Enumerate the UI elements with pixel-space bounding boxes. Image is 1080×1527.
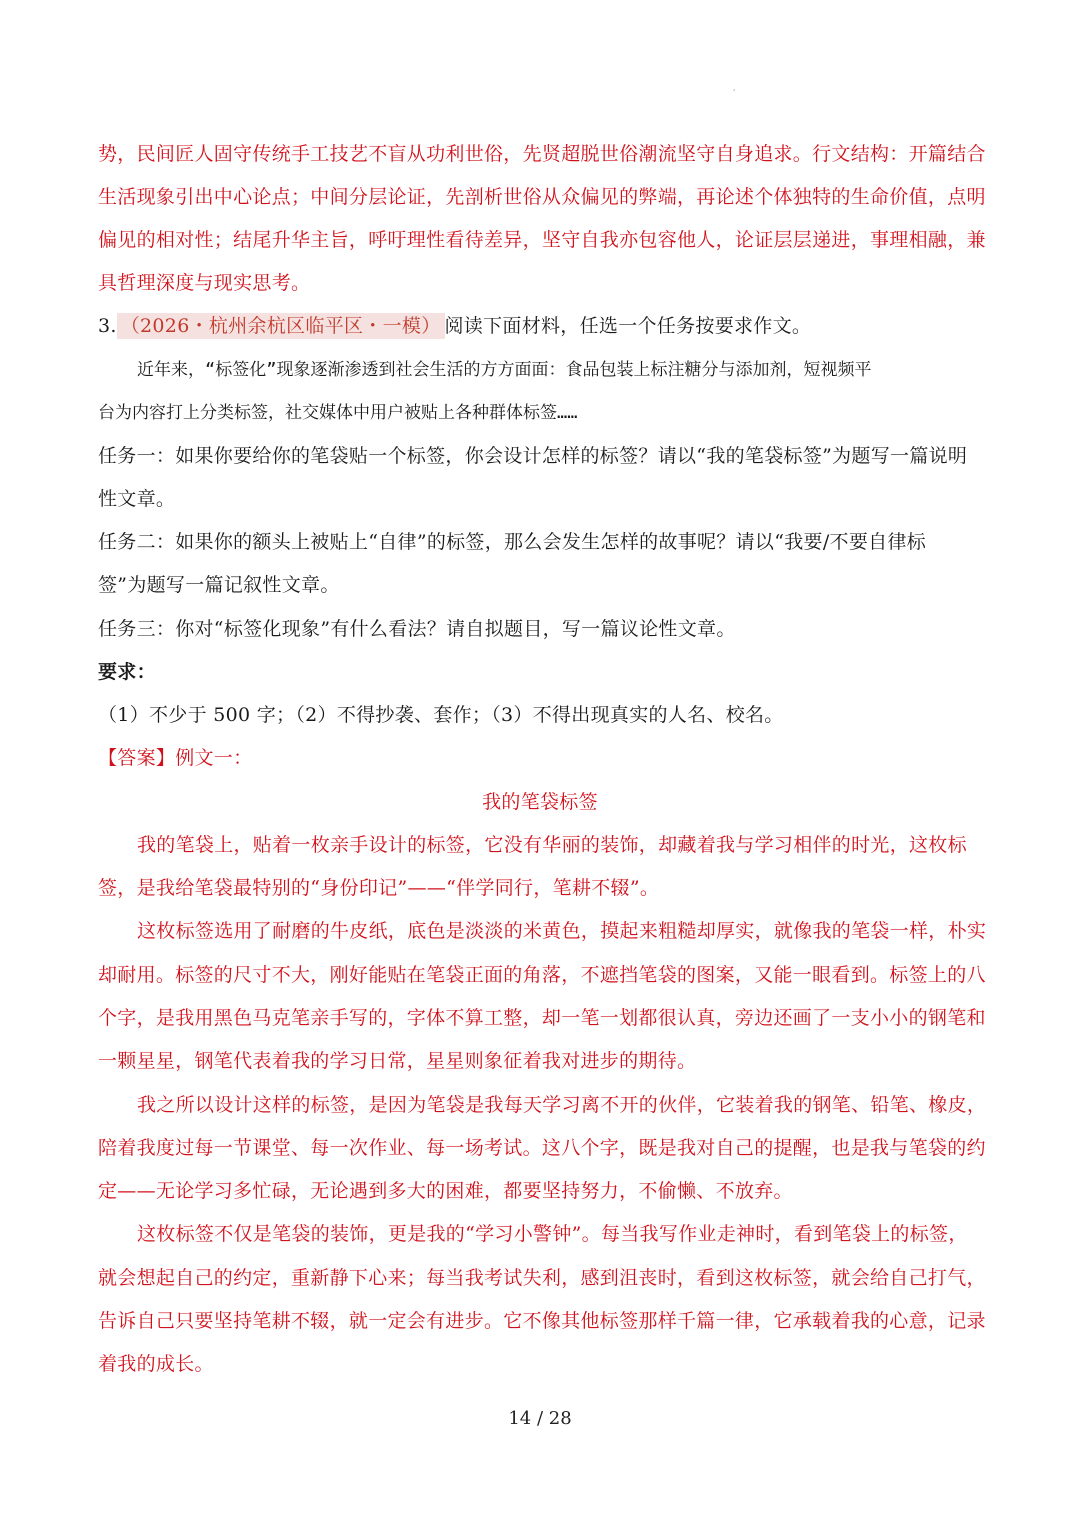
essay-line: 这枚标签不仅是笔袋的装饰，更是我的“学习小警钟”。每当我写作业走神时，看到笔袋上的标签， [137, 1223, 968, 1245]
paragraph-line: 生活现象引出中心论点；中间分层论证，先剖析世俗从众偏见的弊端，再论述个体独特的生命价值，点明 [98, 186, 986, 208]
question-header [98, 312, 978, 340]
answer-label: 【答案】例文一： [98, 747, 253, 769]
essay-line: 个字，是我用黑色马克笔亲手写的，字体不算工整，却一笔一划都很认真，旁边还画了一支小小的钢笔和 [98, 1007, 986, 1029]
paragraph-line: 势，民间匠人固守传统手工技艺不盲从功利世俗，先贤超脱世俗潮流坚守自身追求。行文结构：开篇结合 [98, 143, 986, 165]
material-line: 台为内容打上分类标签，社交媒体中用户被贴上各种群体标签…… [98, 403, 578, 423]
essay-line: 却耐用。标签的尺寸不大，刚好能贴在笔袋正面的角落，不遮挡笔袋的图案，又能一眼看到。标签上的八 [98, 964, 986, 986]
essay-line: 我之所以设计这样的标签，是因为笔袋是我每天学习离不开的伙伴，它装着我的钢笔、铅笔、橡皮， [137, 1094, 987, 1116]
essay-line: 签，是我给笔袋最特别的“身份印记”——“伴学同行，笔耕不辍”。 [98, 877, 660, 899]
question-prompt: 阅读下面材料，任选一个任务按要求作文。 [444, 315, 812, 337]
essay-line: 陪着我度过每一节课堂、每一次作业、每一场考试。这八个字，既是我对自己的提醒，也是我与笔袋的约 [98, 1137, 986, 1159]
requirements-heading: 要求： [98, 661, 156, 683]
task-line: 性文章。 [98, 488, 176, 510]
corner-mark: ' [733, 88, 736, 97]
material-line: 近年来，“标签化”现象逐渐渗透到社会生活的方方面面：食品包装上标注糖分与添加剂，短视频平 [137, 360, 872, 380]
requirements-text: （1）不少于 500 字；（2）不得抄袭、套作；（3）不得出现真实的人名、校名。 [98, 704, 784, 726]
essay-line: 告诉自己只要坚持笔耕不辍，就一定会有进步。它不像其他标签那样千篇一律，它承载着我的心意，记录 [98, 1310, 986, 1332]
essay-line: 定——无论学习多忙碌，无论遇到多大的困难，都要坚持努力，不偷懒、不放弃。 [98, 1180, 793, 1202]
task-line: 任务二：如果你的额头上被贴上“自律”的标签，那么会发生怎样的故事呢？请以“我要/不要自律标 [98, 531, 927, 553]
essay-line: 这枚标签选用了耐磨的牛皮纸，底色是淡淡的米黄色，摸起来粗糙却厚实，就像我的笔袋一样，朴实 [137, 920, 987, 942]
paragraph-line: 偏见的相对性；结尾升华主旨，呼吁理性看待差异，坚守自我亦包容他人，论证层层递进，事理相融，兼 [98, 229, 986, 251]
task-line: 任务一：如果你要给你的笔袋贴一个标签，你会设计怎样的标签？请以“我的笔袋标签”为题写一篇说明 [98, 445, 968, 467]
essay-line: 就会想起自己的约定，重新静下心来；每当我考试失利，感到沮丧时，看到这枚标签，就会给自己打气， [98, 1267, 986, 1289]
page-number: 14 / 28 [508, 1408, 572, 1429]
essay-line: 着我的成长。 [98, 1353, 214, 1375]
paragraph-line: 具哲理深度与现实思考。 [98, 272, 311, 294]
essay-line: 我的笔袋上，贴着一枚亲手设计的标签，它没有华丽的装饰，却藏着我与学习相伴的时光，这枚标 [137, 834, 967, 856]
question-number: 3. [98, 315, 117, 337]
essay-line: 一颗星星，钢笔代表着我的学习日常，星星则象征着我对进步的期待。 [98, 1050, 697, 1072]
task-line: 签”为题写一篇记叙性文章。 [98, 574, 340, 596]
essay-title: 我的笔袋标签 [482, 791, 598, 813]
task-line: 任务三：你对“标签化现象”有什么看法？请自拟题目，写一篇议论性文章。 [98, 618, 736, 640]
question-source-tag: （2026・杭州余杭区临平区・一模） [117, 313, 445, 339]
